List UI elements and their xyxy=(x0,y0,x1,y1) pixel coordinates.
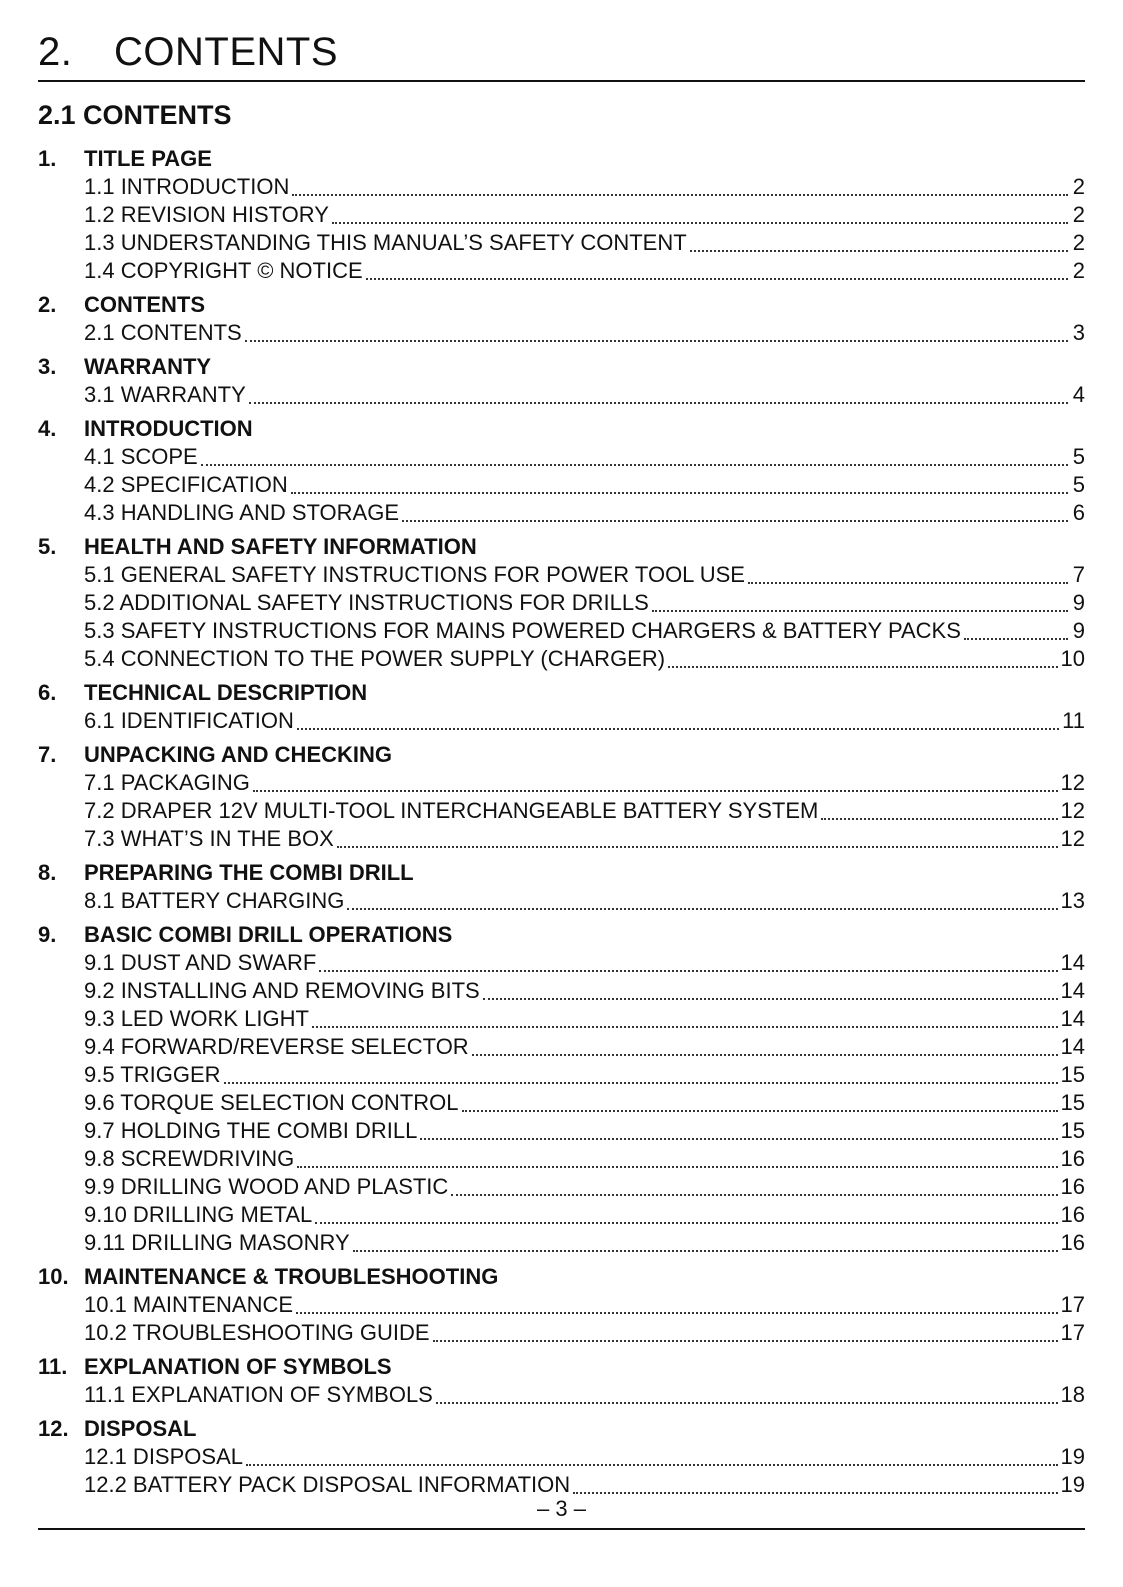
dot-leader xyxy=(366,268,1068,280)
toc-chapter xyxy=(38,350,1085,380)
toc-entry-label: 5.2 ADDITIONAL SAFETY INSTRUCTIONS FOR DRILLS xyxy=(84,590,649,615)
toc-entry[interactable] xyxy=(38,1032,1085,1060)
dot-leader xyxy=(433,1330,1058,1342)
toc-chapter-title: CONTENTS xyxy=(84,292,205,317)
dot-leader xyxy=(332,212,1068,224)
toc-entry-label: 9.1 DUST AND SWARF xyxy=(84,950,317,975)
toc-entry-label: 9.11 DRILLING MASONRY xyxy=(84,1230,350,1255)
toc-entry[interactable] xyxy=(38,1442,1085,1470)
toc-entry-label: 9.9 DRILLING WOOD AND PLASTIC xyxy=(84,1174,449,1199)
toc-chapter xyxy=(38,918,1085,948)
dot-leader xyxy=(337,836,1058,848)
dot-leader xyxy=(297,1156,1057,1168)
toc-entry-page: 15 xyxy=(1060,1062,1085,1087)
toc-entry-page: 5 xyxy=(1072,444,1085,469)
toc-chapter-title: TITLE PAGE xyxy=(84,146,212,171)
toc-entry-label: 2.1 CONTENTS xyxy=(84,320,242,345)
toc-chapter-title: BASIC COMBI DRILL OPERATIONS xyxy=(84,922,453,947)
toc-chapter-title: TECHNICAL DESCRIPTION xyxy=(84,680,368,705)
toc-chapter xyxy=(38,1412,1085,1442)
dot-leader xyxy=(462,1100,1058,1112)
toc-chapter-title: EXPLANATION OF SYMBOLS xyxy=(84,1354,392,1379)
toc-entry[interactable] xyxy=(38,886,1085,914)
toc-entry[interactable] xyxy=(38,228,1085,256)
toc-entry-page: 15 xyxy=(1060,1118,1085,1143)
toc-chapter xyxy=(38,142,1085,172)
title-divider xyxy=(38,80,1085,82)
toc-entry[interactable] xyxy=(38,1200,1085,1228)
toc-chapter-title: DISPOSAL xyxy=(84,1416,197,1441)
toc-entry-label: 11.1 EXPLANATION OF SYMBOLS xyxy=(84,1382,433,1407)
toc-entry[interactable] xyxy=(38,172,1085,200)
toc-chapter xyxy=(38,738,1085,768)
toc-entry-label: 9.3 LED WORK LIGHT xyxy=(84,1006,309,1031)
toc-entry-page: 14 xyxy=(1060,978,1085,1003)
toc-entry-label: 8.1 BATTERY CHARGING xyxy=(84,888,345,913)
toc-chapter-title: INTRODUCTION xyxy=(84,416,253,441)
toc-chapter-title: UNPACKING AND CHECKING xyxy=(84,742,392,767)
toc-entry-label: 9.10 DRILLING METAL xyxy=(84,1202,313,1227)
toc-entry-page: 2 xyxy=(1072,258,1085,283)
dot-leader xyxy=(483,988,1058,1000)
toc-chapter-title: WARRANTY xyxy=(84,354,212,379)
toc-entry[interactable] xyxy=(38,768,1085,796)
toc-entry-label: 9.4 FORWARD/REVERSE SELECTOR xyxy=(84,1034,469,1059)
page-title-text: CONTENTS xyxy=(114,30,338,74)
dot-leader xyxy=(224,1072,1058,1084)
dot-leader xyxy=(246,1454,1058,1466)
toc-entry[interactable] xyxy=(38,1144,1085,1172)
footer-divider xyxy=(38,1528,1085,1530)
toc-chapter-number: 11. xyxy=(38,1354,68,1379)
dot-leader xyxy=(319,960,1057,972)
page-title-number: 2. xyxy=(38,30,73,74)
dot-leader xyxy=(315,1212,1057,1224)
toc-entry-page: 19 xyxy=(1060,1472,1085,1497)
toc-chapter-number: 2. xyxy=(38,292,57,317)
toc-entry-label: 10.2 TROUBLESHOOTING GUIDE xyxy=(84,1320,430,1345)
toc-chapter-title: PREPARING THE COMBI DRILL xyxy=(84,860,414,885)
dot-leader xyxy=(296,1302,1057,1314)
toc-entry-page: 19 xyxy=(1060,1444,1085,1469)
toc-entry-page: 5 xyxy=(1072,472,1085,497)
toc-entry[interactable] xyxy=(38,824,1085,852)
dot-leader xyxy=(201,454,1068,466)
toc-entry[interactable] xyxy=(38,948,1085,976)
toc-entry-label: 7.1 PACKAGING xyxy=(84,770,250,795)
toc-chapter xyxy=(38,288,1085,318)
toc-entry-label: 10.1 MAINTENANCE xyxy=(84,1292,294,1317)
dot-leader xyxy=(451,1184,1057,1196)
dot-leader xyxy=(472,1044,1058,1056)
toc-chapter-number: 4. xyxy=(38,416,57,441)
toc-entry[interactable] xyxy=(38,706,1085,734)
toc-entry[interactable] xyxy=(38,498,1085,526)
toc-chapter-number: 1. xyxy=(38,146,57,171)
dot-leader xyxy=(964,628,1068,640)
toc-entry[interactable] xyxy=(38,1380,1085,1408)
toc-entry-label: 1.3 UNDERSTANDING THIS MANUAL’S SAFETY CONTENT xyxy=(84,230,687,255)
toc-entry-label: 4.3 HANDLING AND STORAGE xyxy=(84,500,400,525)
toc-entry-label: 1.1 INTRODUCTION xyxy=(84,174,290,199)
toc-chapter xyxy=(38,1350,1085,1380)
toc-entry-label: 1.2 REVISION HISTORY xyxy=(84,202,329,227)
dot-leader xyxy=(573,1482,1057,1494)
toc-chapter-title: HEALTH AND SAFETY INFORMATION xyxy=(84,534,477,559)
toc-entry[interactable] xyxy=(38,1060,1085,1088)
toc-entry-page: 12 xyxy=(1060,826,1085,851)
toc-chapter-number: 8. xyxy=(38,860,57,885)
dot-leader xyxy=(821,808,1057,820)
toc-entry[interactable] xyxy=(38,1088,1085,1116)
toc-entry[interactable] xyxy=(38,1004,1085,1032)
dot-leader xyxy=(420,1128,1057,1140)
toc-entry-label: 1.4 COPYRIGHT © NOTICE xyxy=(84,258,363,283)
toc-chapter-number: 7. xyxy=(38,742,57,767)
toc-entry[interactable] xyxy=(38,380,1085,408)
toc-chapter-number: 10. xyxy=(38,1264,69,1289)
dot-leader xyxy=(353,1240,1058,1252)
toc-entry-label: 4.2 SPECIFICATION xyxy=(84,472,288,497)
toc-entry[interactable] xyxy=(38,796,1085,824)
toc-entry-page: 4 xyxy=(1072,382,1085,407)
toc-entry-label: 5.1 GENERAL SAFETY INSTRUCTIONS FOR POWER TOOL USE xyxy=(84,562,745,587)
toc-entry-page: 12 xyxy=(1060,798,1085,823)
toc-chapter xyxy=(38,530,1085,560)
toc-entry-page: 2 xyxy=(1072,174,1085,199)
toc-entry-page: 14 xyxy=(1060,1006,1085,1031)
toc-entry-label: 5.4 CONNECTION TO THE POWER SUPPLY (CHARGER) xyxy=(84,646,666,671)
toc-entry-page: 9 xyxy=(1072,590,1085,615)
dot-leader xyxy=(402,510,1068,522)
toc-entry-label: 9.8 SCREWDRIVING xyxy=(84,1146,295,1171)
toc-entry-page: 16 xyxy=(1060,1146,1085,1171)
toc-entry-page: 17 xyxy=(1060,1320,1085,1345)
toc-entry-label: 9.7 HOLDING THE COMBI DRILL xyxy=(84,1118,418,1143)
toc-entry-label: 6.1 IDENTIFICATION xyxy=(84,708,294,733)
toc-chapter-number: 9. xyxy=(38,922,57,947)
toc-entry-page: 17 xyxy=(1060,1292,1085,1317)
toc-entry[interactable] xyxy=(38,1290,1085,1318)
toc-entry-label: 12.2 BATTERY PACK DISPOSAL INFORMATION xyxy=(84,1472,571,1497)
toc-entry-label: 12.1 DISPOSAL xyxy=(84,1444,243,1469)
toc-entry-page: 14 xyxy=(1060,950,1085,975)
toc-entry[interactable] xyxy=(38,588,1085,616)
page-title xyxy=(38,30,338,75)
toc-entry-label: 3.1 WARRANTY xyxy=(84,382,246,407)
toc-chapter-number: 5. xyxy=(38,534,57,559)
dot-leader xyxy=(291,482,1068,494)
toc-chapter-title: MAINTENANCE & TROUBLESHOOTING xyxy=(84,1264,499,1289)
toc-chapter-number: 6. xyxy=(38,680,57,705)
toc-entry-label: 9.6 TORQUE SELECTION CONTROL xyxy=(84,1090,459,1115)
toc-entry[interactable] xyxy=(38,560,1085,588)
dot-leader xyxy=(652,600,1068,612)
toc-entry[interactable] xyxy=(38,256,1085,284)
toc-entry-page: 16 xyxy=(1060,1202,1085,1227)
dot-leader xyxy=(690,240,1068,252)
dot-leader xyxy=(668,656,1057,668)
toc-entry[interactable] xyxy=(38,1318,1085,1346)
toc-entry-page: 13 xyxy=(1060,888,1085,913)
table-of-contents xyxy=(38,142,1085,1498)
toc-entry[interactable] xyxy=(38,1228,1085,1256)
toc-entry[interactable] xyxy=(38,976,1085,1004)
dot-leader xyxy=(748,572,1068,584)
toc-entry[interactable] xyxy=(38,470,1085,498)
toc-entry-page: 6 xyxy=(1072,500,1085,525)
toc-entry[interactable] xyxy=(38,1172,1085,1200)
toc-entry-page: 16 xyxy=(1060,1230,1085,1255)
toc-chapter-number: 3. xyxy=(38,354,57,379)
toc-entry-page: 2 xyxy=(1072,202,1085,227)
toc-entry-label: 9.5 TRIGGER xyxy=(84,1062,221,1087)
toc-entry[interactable] xyxy=(38,1116,1085,1144)
toc-entry-page: 10 xyxy=(1060,646,1085,671)
toc-entry-page: 9 xyxy=(1072,618,1085,643)
toc-entry[interactable] xyxy=(38,1470,1085,1498)
toc-entry[interactable] xyxy=(38,200,1085,228)
dot-leader xyxy=(253,780,1058,792)
toc-entry-page: 14 xyxy=(1060,1034,1085,1059)
toc-chapter xyxy=(38,676,1085,706)
dot-leader xyxy=(436,1392,1058,1404)
toc-entry[interactable] xyxy=(38,644,1085,672)
toc-entry-page: 18 xyxy=(1060,1382,1085,1407)
dot-leader xyxy=(249,392,1068,404)
toc-entry-label: 5.3 SAFETY INSTRUCTIONS FOR MAINS POWERED CHARGERS & BATTERY PACKS xyxy=(84,618,961,643)
toc-entry-label: 9.2 INSTALLING AND REMOVING BITS xyxy=(84,978,480,1003)
toc-entry[interactable] xyxy=(38,318,1085,346)
section-heading: 2.1 CONTENTS xyxy=(38,100,232,130)
toc-chapter xyxy=(38,1260,1085,1290)
dot-leader xyxy=(347,898,1057,910)
toc-entry-page: 3 xyxy=(1072,320,1085,345)
dot-leader xyxy=(245,330,1068,342)
toc-entry-label: 4.1 SCOPE xyxy=(84,444,198,469)
toc-entry-page: 7 xyxy=(1072,562,1085,587)
toc-chapter xyxy=(38,412,1085,442)
toc-entry[interactable] xyxy=(38,442,1085,470)
page-number: – 3 – xyxy=(537,1496,586,1521)
toc-entry-page: 15 xyxy=(1060,1090,1085,1115)
dot-leader xyxy=(297,718,1059,730)
toc-entry-label: 7.3 WHAT’S IN THE BOX xyxy=(84,826,334,851)
toc-entry-page: 2 xyxy=(1072,230,1085,255)
dot-leader xyxy=(312,1016,1058,1028)
toc-chapter-number: 12. xyxy=(38,1416,69,1441)
dot-leader xyxy=(292,184,1068,196)
toc-chapter xyxy=(38,856,1085,886)
toc-entry-page: 11 xyxy=(1062,708,1085,733)
toc-entry-page: 16 xyxy=(1060,1174,1085,1199)
toc-entry-label: 7.2 DRAPER 12V MULTI-TOOL INTERCHANGEABLE BATTERY SYSTEM xyxy=(84,798,819,823)
toc-entry-page: 12 xyxy=(1060,770,1085,795)
toc-entry[interactable] xyxy=(38,616,1085,644)
